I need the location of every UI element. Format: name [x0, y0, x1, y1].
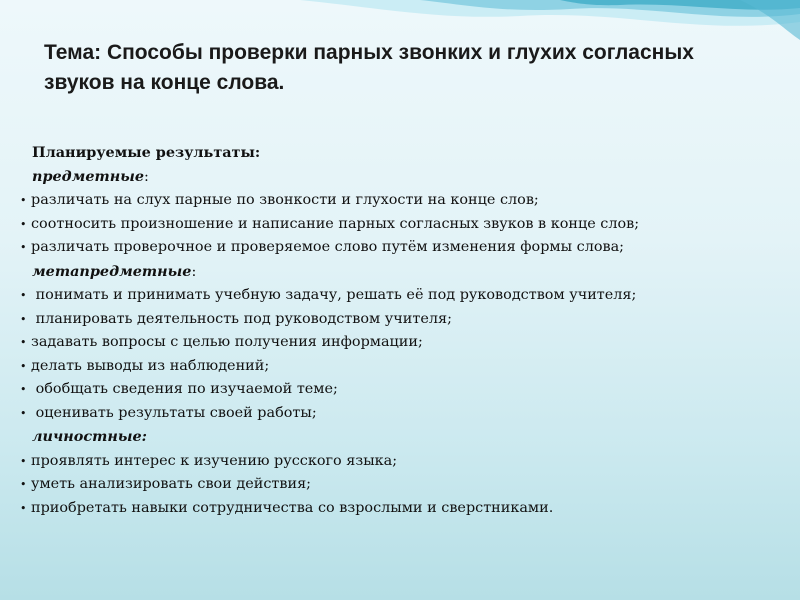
list-item-text: различать на слух парные по звонкости и глухости на конце слов;: [31, 192, 539, 208]
bullet-icon: •: [20, 289, 27, 302]
bullet-icon: •: [20, 194, 27, 207]
section-item-list: [20, 284, 790, 425]
section-suffix: :: [144, 168, 149, 185]
section-category: предметные: [32, 167, 145, 185]
bullet-icon: •: [20, 217, 27, 231]
bullet-icon: •: [20, 336, 27, 349]
wave-light-band: [300, 0, 800, 26]
section-heading: [20, 165, 790, 190]
list-item-text: соотносить произношение и написание парных согласных звуков в конце слов;: [31, 215, 640, 232]
wave-mid-band: [420, 0, 800, 17]
bullet-icon: •: [20, 478, 27, 491]
list-item: [20, 378, 790, 402]
list-item: [20, 450, 790, 474]
section-category: метапредметные: [32, 262, 192, 280]
bullet-icon: •: [20, 406, 27, 420]
list-item-text: проявлять интерес к изучению русского языка;: [31, 452, 398, 469]
list-item-text: обобщать сведения по изучаемой теме;: [31, 381, 338, 397]
bullet-icon: •: [20, 359, 27, 373]
bullet-icon: •: [20, 312, 27, 326]
list-item: [20, 189, 790, 213]
list-item-text: задавать вопросы с целью получения информации;: [31, 334, 423, 350]
slide-title: Тема: Способы проверки парных звонких и глухих согласных звуков на конце слова.: [44, 41, 694, 94]
section-suffix: :: [191, 263, 197, 280]
section-category: личностные:: [32, 428, 147, 445]
planned-results-heading: Планируемые результаты:: [32, 144, 261, 161]
list-item: [20, 402, 790, 426]
section-item-list: [20, 189, 790, 260]
bullet-icon: •: [20, 241, 27, 254]
list-item: [20, 213, 790, 237]
section-heading: [20, 260, 790, 285]
list-item: [20, 473, 790, 497]
planned-results-block: [20, 141, 790, 520]
list-item: [20, 331, 790, 355]
section-heading: [20, 425, 790, 450]
list-item-text: приобретать навыки сотрудничества со взрослыми и сверстниками.: [31, 499, 554, 516]
bullet-icon: •: [20, 454, 27, 468]
list-item: [20, 355, 790, 379]
list-item-text: понимать и принимать учебную задачу, решать её под руководством учителя;: [31, 287, 637, 303]
list-item-text: делать выводы из наблюдений;: [31, 357, 270, 374]
list-item: [20, 497, 790, 521]
list-item-text: оценивать результаты своей работы;: [31, 404, 317, 421]
bullet-icon: •: [20, 383, 27, 396]
section-item-list: [20, 450, 790, 521]
wave-dark-band: [560, 0, 800, 10]
bullet-icon: •: [20, 501, 27, 515]
list-item-text: планировать деятельность под руководством учителя;: [31, 310, 452, 327]
list-item: [20, 284, 790, 308]
list-item: [20, 308, 790, 332]
list-item: [20, 236, 790, 260]
wave-right-curl: [740, 0, 800, 40]
list-item-text: различать проверочное и проверяемое слово путём изменения формы слова;: [31, 239, 625, 255]
list-item-text: уметь анализировать свои действия;: [31, 476, 311, 492]
